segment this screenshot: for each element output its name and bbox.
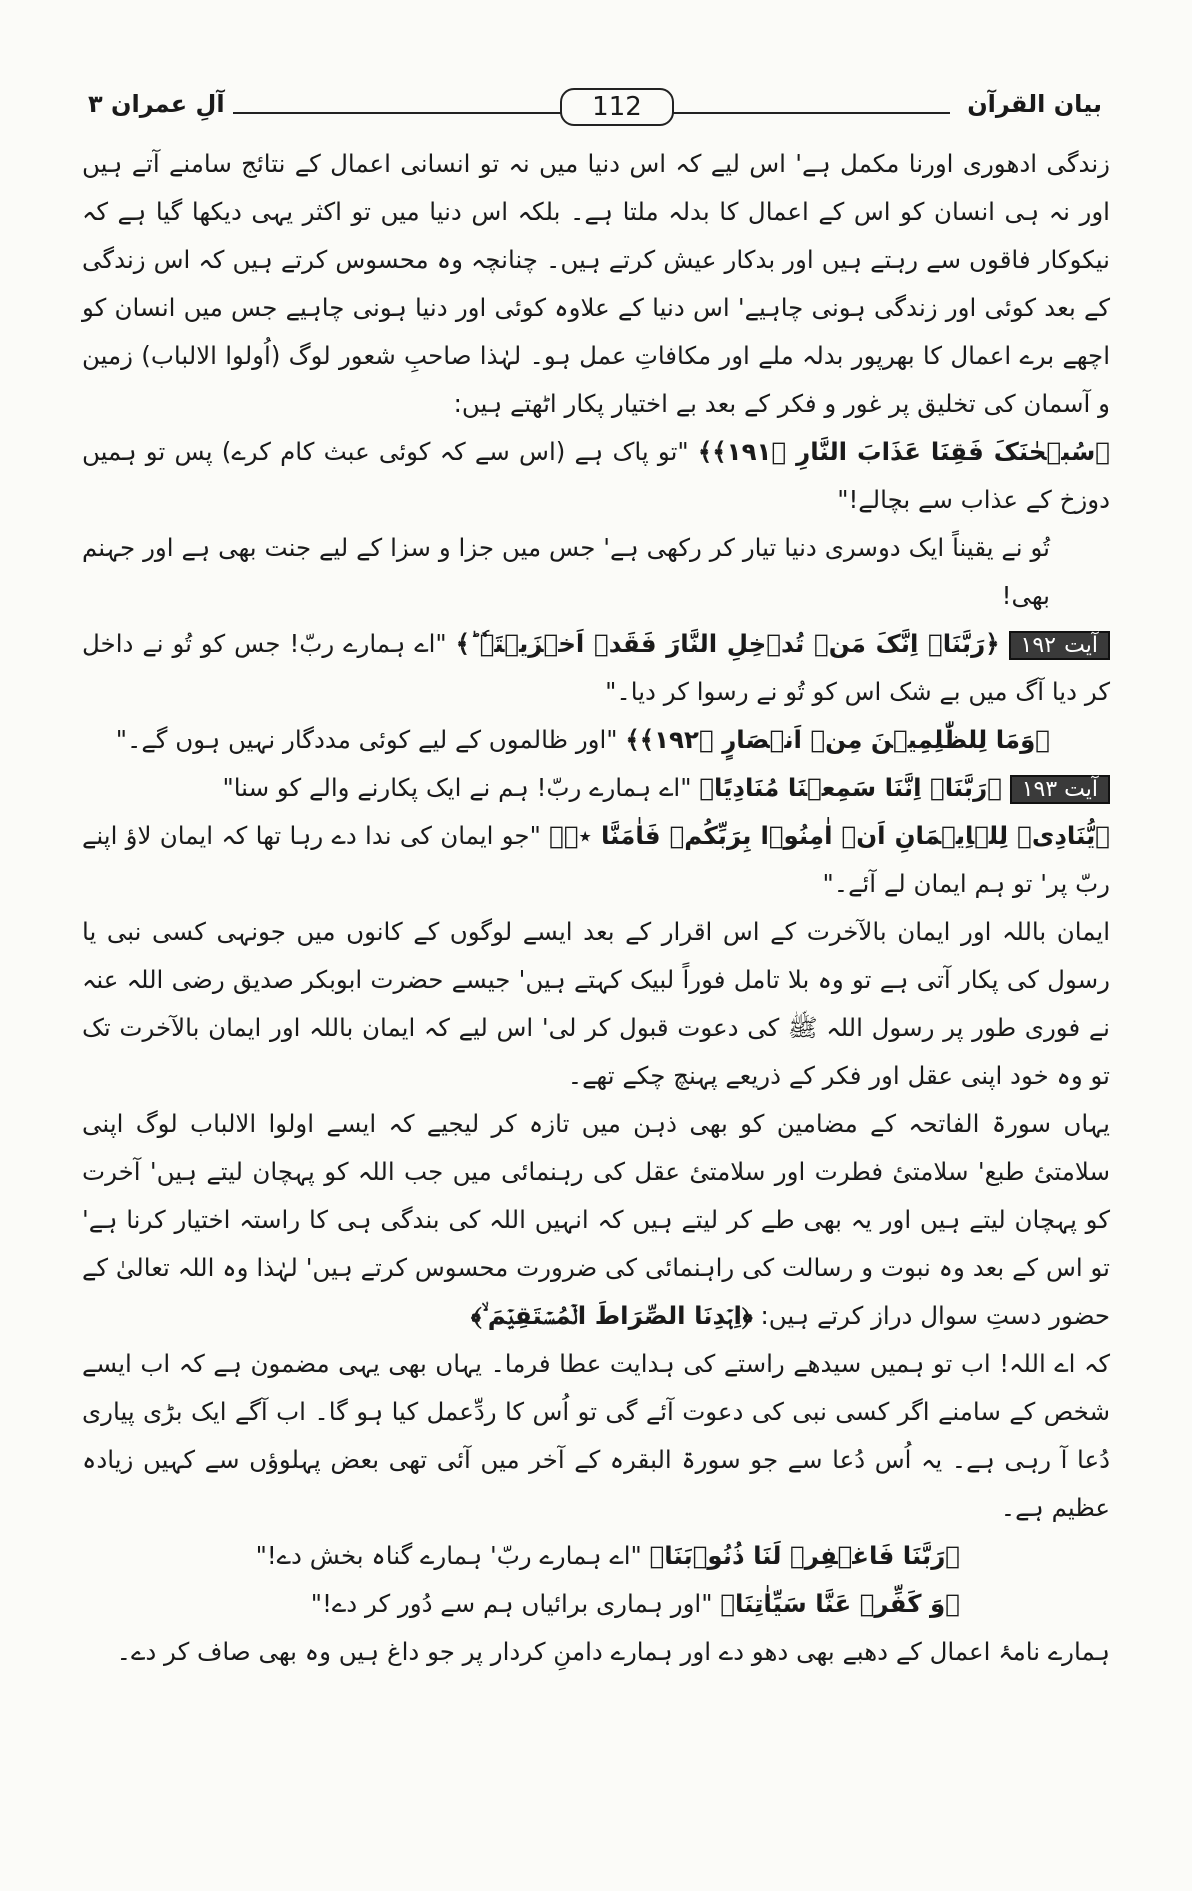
verse-translation: "تو پاک ہے (اس سے کہ کوئی عبث کام کرے) پس تو ہمیں دوزخ کے عذاب سے بچالے!": [82, 437, 1110, 514]
surah-title: آلِ عمران ۳: [80, 90, 233, 118]
quote-line: [82, 428, 1110, 524]
quran-verse: ﴿سُبۡحٰنَکَ فَقِنَا عَذَابَ النَّارِ ﴿۱۹۱﴾﴾: [697, 437, 1110, 466]
paragraph: [82, 1100, 1110, 1340]
verse-translation: "اے ہمارے ربّ' ہمارے گناہ بخش دے!": [255, 1541, 642, 1570]
quran-verse: ﴿رَبَّنَاۤ اِنَّنَا سَمِعۡنَا مُنَادِیًا﴾: [699, 773, 1002, 802]
quran-verse: ﴿اِہۡدِنَا الصِّرَاطَ الۡمُسۡتَقِیۡمَ ۙ﴾: [470, 1301, 753, 1330]
quote-line: [82, 716, 1110, 764]
verse-translation: "اے ہمارے ربّ! جس کو تُو نے داخل کر دیا آگ میں بے شک اس کو تُو نے رسوا کر دیا۔": [82, 629, 1110, 706]
paragraph: کہ اے اللہ! اب تو ہمیں سیدھے راستے کی ہدایت عطا فرما۔ یہاں بھی یہی مضمون ہے کہ اب ایسے شخص کے سامنے اگر کسی نبی کی دعوت آئے گی تو اُس کا ردِّعمل کیا ہو گا۔ اب آگے ایک بڑی پیاری دُعا آ رہی ہے۔ یہ اُس دُعا سے جو سورۃ البقرہ کے آخر میں آئی تھی بعض پہلوؤں سے کہیں زیادہ عظیم ہے۔: [82, 1349, 1110, 1522]
ayah-193-badge: آیت ۱۹۳: [1010, 775, 1110, 804]
quote-line: [82, 812, 1110, 908]
quran-verse: ﴿وَ کَفِّرۡ عَنَّا سَیِّاٰتِنَا﴾: [720, 1589, 960, 1618]
verse-translation: "اور ظالموں کے لیے کوئی مددگار نہیں ہوں گے۔": [115, 725, 618, 754]
verse-translation: "اے ہمارے ربّ! ہم نے ایک پکارنے والے کو سنا": [222, 773, 692, 802]
quran-verse: ﴿رَبَّنَا فَاغۡفِرۡ لَنَا ذُنُوۡبَنَا﴾: [649, 1541, 960, 1570]
quote-line: [82, 1580, 1110, 1628]
quran-verse: ﴿یُّنَادِیۡ لِلۡاِیۡمَانِ اَنۡ اٰمِنُوۡا بِرَبِّکُمۡ فَاٰمَنَّا ٭ۖ﴾: [549, 821, 1110, 850]
paragraph: ایمان باللہ اور ایمان بالآخرت کے اس اقرار کے بعد ایسے لوگوں کے کانوں میں جونہی کسی نبی یا رسول کی پکار آتی ہے تو وہ بلا تامل فوراً لبیک کہتے ہیں' جیسے حضرت ابوبکر صدیق رضی اللہ عنہ نے فوری طور پر رسول اللہ ﷺ کی دعوت قبول کر لی' اس لیے کہ ایمان باللہ اور ایمان بالآخرت تک تو وہ خود اپنی عقل اور فکر کے ذریعے پہنچ چکے تھے۔: [82, 917, 1110, 1090]
quote-line: [82, 1532, 1110, 1580]
quran-verse: ﴿رَبَّنَاۤ اِنَّکَ مَنۡ تُدۡخِلِ النَّارَ فَقَدۡ اَخۡزَیۡتَہٗ ؕ﴾: [455, 629, 1000, 658]
page-number: 112: [560, 88, 674, 126]
verse-translation: "اور ہماری برائیاں ہم سے دُور کر دے!": [310, 1589, 713, 1618]
paragraph-text: یہاں سورۃ الفاتحہ کے مضامین کو بھی ذہن میں تازہ کر لیجیے کہ ایسے اولوا الالباب لوگ اپنی سلامتیٔ طبع' سلامتیٔ فطرت اور سلامتیٔ عقل کی رہنمائی میں جب اللہ کو پہچان لیتے ہیں' آخرت کو پہچان لیتے ہیں اور یہ بھی طے کر لیتے ہیں کہ انہیں اللہ کی بندگی ہی کا راستہ اختیار کرنا ہے' تو اس کے بعد وہ نبوت و رسالت کی راہنمائی کی ضرورت محسوس کرتے ہیں' لہٰذا وہ اللہ تعالیٰ کے حضور دستِ سوال دراز کرتے ہیں:: [82, 1109, 1110, 1330]
book-title: بیان القرآن: [959, 90, 1110, 118]
ayah-192-badge: آیت ۱۹۲: [1009, 631, 1110, 660]
ayah-line: [82, 620, 1110, 716]
paragraph: زندگی ادھوری اورنا مکمل ہے' اس لیے کہ اس دنیا میں نہ تو انسانی اعمال کے نتائج سامنے آتے ہیں اور نہ ہی انسان کو اس کے اعمال کا بدلہ ملتا ہے۔ بلکہ اس دنیا میں تو اکثر یہی دیکھا گیا ہے کہ نیکوکار فاقوں سے رہتے ہیں اور بدکار عیش کرتے ہیں۔ چنانچہ وہ محسوس کرتے ہیں کہ اس زندگی کے بعد کوئی اور زندگی ہونی چاہیے' اس دنیا کے علاوہ کوئی اور دنیا ہونی چاہیے جس میں انسان کو اچھے برے اعمال کا بھرپور بدلہ ملے اور مکافاتِ عمل ہو۔ لہٰذا صاحبِ شعور لوگ (اُولوا الالباب) زمین و آسمان کی تخلیق پر غور و فکر کے بعد بے اختیار پکار اٹھتے ہیں:: [82, 149, 1110, 418]
paragraph: تُو نے یقیناً ایک دوسری دنیا تیار کر رکھی ہے' جس میں جزا و سزا کے لیے جنت بھی ہے اور جہنم بھی!: [82, 533, 1050, 610]
running-header: [80, 88, 1110, 128]
ayah-line: [82, 764, 1110, 812]
verse-translation: "جو ایمان کی ندا دے رہا تھا کہ ایمان لاؤ اپنے ربّ پر' تو ہم ایمان لے آئے۔": [82, 821, 1110, 898]
quran-verse: ﴿وَمَا لِلظّٰلِمِیۡنَ مِنۡ اَنۡصَارٍ ﴿۱۹۲﴾﴾: [625, 725, 1050, 754]
paragraph: ہمارے نامۂ اعمال کے دھبے بھی دھو دے اور ہمارے دامنِ کردار پر جو داغ ہیں وہ بھی صاف کر دے۔: [116, 1637, 1110, 1666]
page-body: [82, 140, 1110, 1870]
